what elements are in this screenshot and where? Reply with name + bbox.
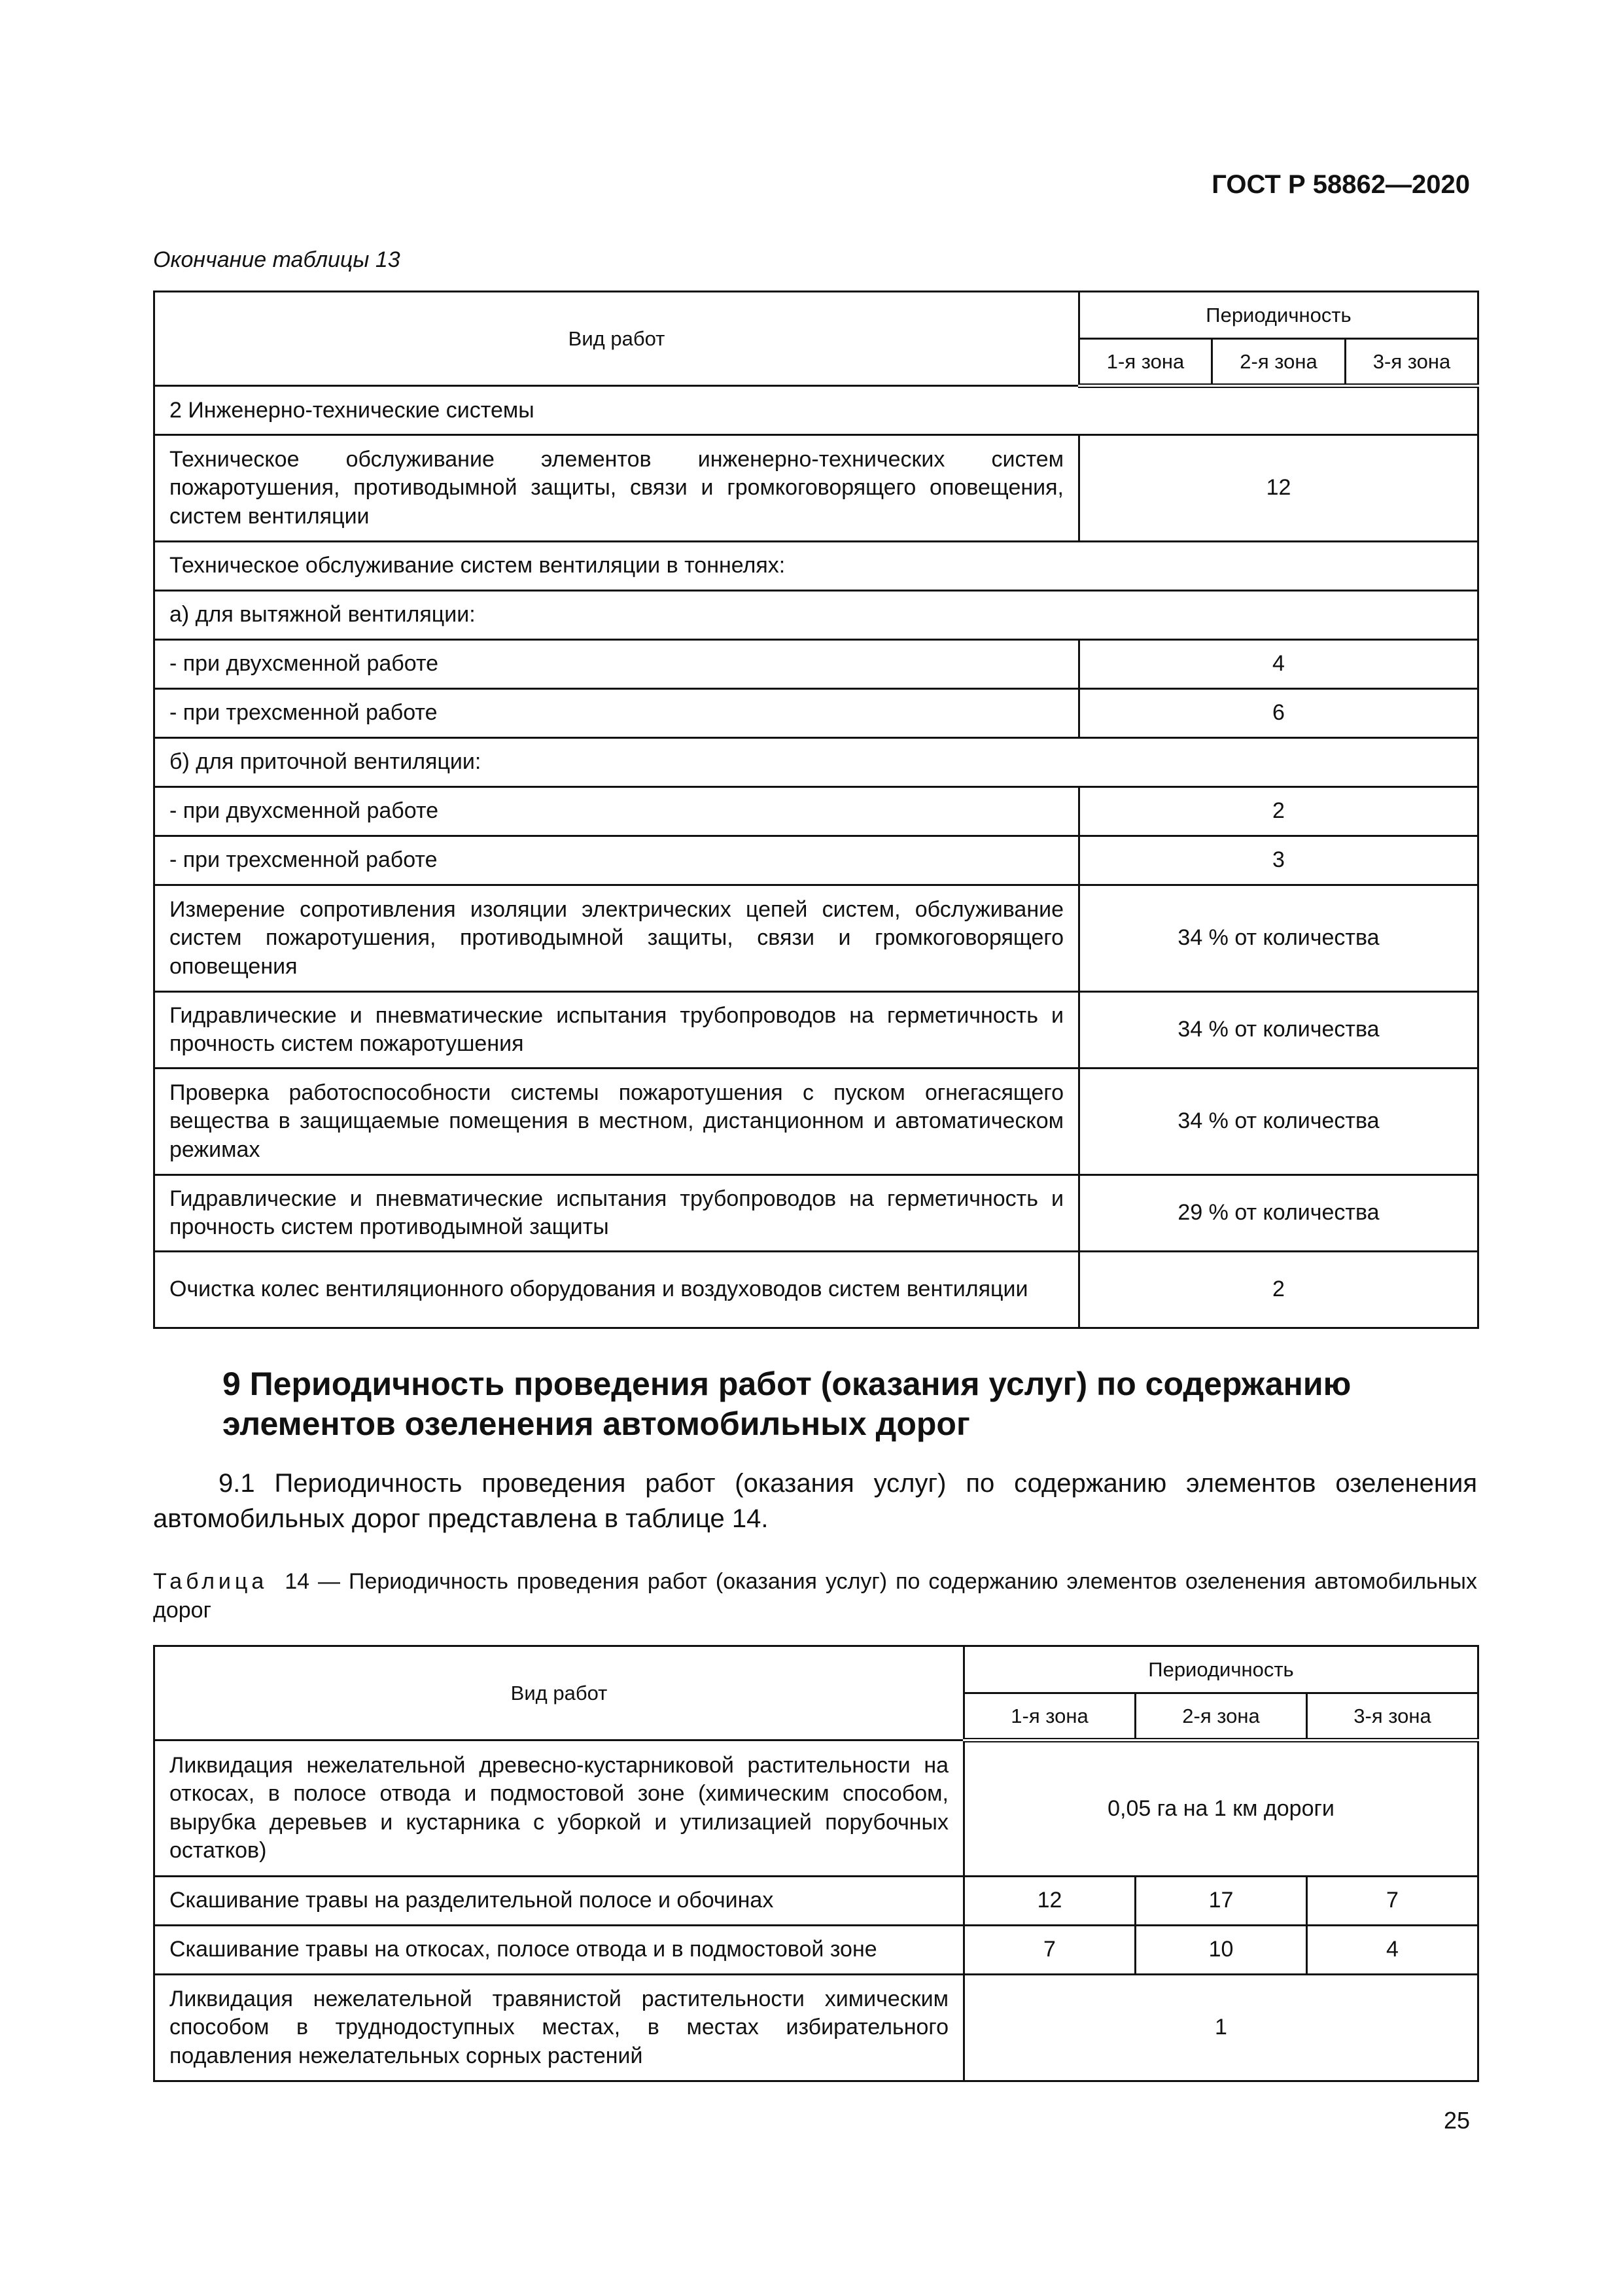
- period-value: 1: [964, 1975, 1478, 2081]
- work-label: Проверка работоспособности системы пожаротушения с пуском огнегасящего вещества в защищаемые помещения в местном, дистанционном и автоматическом режимах: [154, 1069, 1079, 1175]
- zone-3-value: 7: [1307, 1877, 1478, 1926]
- header-periodicity: Периодичность: [1079, 292, 1478, 339]
- work-label: Измерение сопротивления изоляции электрических цепей систем, обслуживание систем пожаротушения, противодымной защиты, связи и громкоговорящего оповещения: [154, 885, 1079, 992]
- period-value: 2: [1079, 787, 1478, 836]
- work-label: Скашивание травы на откосах, полосе отвода и в подмостовой зоне: [154, 1926, 964, 1975]
- zone-1-value: 7: [964, 1926, 1136, 1975]
- header-zone-2: 2-я зона: [1212, 339, 1346, 386]
- work-label: Ликвидация нежелательной травянистой растительности химическим способом в труднодоступных местах, в местах избирательного подавления нежелательных сорных растений: [154, 1975, 964, 2081]
- work-label: Очистка колес вентиляционного оборудования и воздуховодов систем вентиляции: [154, 1252, 1079, 1328]
- header-zone-1: 1-я зона: [1079, 339, 1212, 386]
- section-paragraph: 9.1 Периодичность проведения работ (оказания услуг) по содержанию элементов озеленения автомобильных дорог представлена в таблице 14.: [153, 1469, 1477, 1533]
- work-label: - при двухсменной работе: [154, 640, 1079, 689]
- table-row: [154, 386, 1478, 435]
- period-value: 6: [1079, 689, 1478, 738]
- work-label: Техническое обслуживание систем вентиляции в тоннелях:: [154, 542, 1478, 591]
- zone-2-value: 10: [1136, 1926, 1307, 1975]
- section-heading: 9 Периодичность проведения работ (оказания услуг) по содержанию элементов озеленения автомобильных дорог: [222, 1366, 1352, 1442]
- work-label: Техническое обслуживание элементов инженерно-технических систем пожаротушения, противодымной защиты, связи и громкоговорящего оповещения, систем вентиляции: [154, 435, 1079, 542]
- zone-1-value: 12: [964, 1877, 1136, 1926]
- table-row: [154, 640, 1478, 689]
- table-row: [154, 435, 1478, 542]
- work-label: Ликвидация нежелательной древесно-кустарниковой растительности на откосах, в полосе отвода и подмостовой зоне (химическим способом, вырубка деревьев и кустарника с уборкой и утилизацией порубочных остатков): [154, 1740, 964, 1877]
- section-label: 2 Инженерно-технические системы: [154, 386, 1478, 435]
- period-value: 12: [1079, 435, 1478, 542]
- period-value: 3: [1079, 836, 1478, 885]
- zone-2-value: 17: [1136, 1877, 1307, 1926]
- table-row: [154, 1975, 1478, 2081]
- table-row: [154, 1252, 1478, 1328]
- caption-text: 14 — Периодичность проведения работ (оказания услуг) по содержанию элементов озеленения автомобильных дорог: [153, 1569, 1477, 1623]
- table-row: [154, 1069, 1478, 1175]
- work-label: Гидравлические и пневматические испытания трубопроводов на герметичность и прочность систем противодымной защиты: [154, 1175, 1079, 1252]
- period-value: 34 % от количества: [1079, 885, 1478, 992]
- period-value: 4: [1079, 640, 1478, 689]
- caption-label: Таблица: [153, 1569, 268, 1594]
- table-row: [154, 738, 1478, 787]
- work-label: а) для вытяжной вентиляции:: [154, 591, 1478, 640]
- table-row: [154, 542, 1478, 591]
- work-label: - при трехсменной работе: [154, 836, 1079, 885]
- page-number: 25: [1443, 2107, 1470, 2134]
- work-label: - при трехсменной работе: [154, 689, 1079, 738]
- table-row: [154, 992, 1478, 1069]
- header-work-type: Вид работ: [154, 1646, 964, 1740]
- table-row: [154, 591, 1478, 640]
- table-row: [154, 689, 1478, 738]
- table-row: [154, 1175, 1478, 1252]
- work-label: Скашивание травы на разделительной полосе и обочинах: [154, 1877, 964, 1926]
- header-zone-3: 3-я зона: [1346, 339, 1478, 386]
- period-value: 0,05 га на 1 км дороги: [964, 1740, 1478, 1877]
- period-value: 34 % от количества: [1079, 1069, 1478, 1175]
- zone-3-value: 4: [1307, 1926, 1478, 1975]
- table-row: [154, 1740, 1478, 1877]
- table-14: [153, 1645, 1479, 2082]
- table-13: [153, 291, 1479, 1329]
- period-value: 34 % от количества: [1079, 992, 1478, 1069]
- header-periodicity: Периодичность: [964, 1646, 1478, 1693]
- header-zone-2: 2-я зона: [1136, 1693, 1307, 1740]
- table-14-caption: [153, 1567, 1477, 1625]
- period-value: 2: [1079, 1252, 1478, 1328]
- work-label: б) для приточной вентиляции:: [154, 738, 1478, 787]
- table-row: [154, 787, 1478, 836]
- period-value: 29 % от количества: [1079, 1175, 1478, 1252]
- header-zone-3: 3-я зона: [1307, 1693, 1478, 1740]
- work-label: Гидравлические и пневматические испытания трубопроводов на герметичность и прочность систем пожаротушения: [154, 992, 1079, 1069]
- header-zone-1: 1-я зона: [964, 1693, 1136, 1740]
- table-row: [154, 885, 1478, 992]
- table-continuation-caption: Окончание таблицы 13: [153, 247, 400, 272]
- table-row: [154, 1926, 1478, 1975]
- table-row: [154, 1877, 1478, 1926]
- header-work-type: Вид работ: [154, 292, 1079, 386]
- work-label: - при двухсменной работе: [154, 787, 1079, 836]
- document-code: ГОСТ Р 58862—2020: [1212, 170, 1470, 199]
- table-row: [154, 836, 1478, 885]
